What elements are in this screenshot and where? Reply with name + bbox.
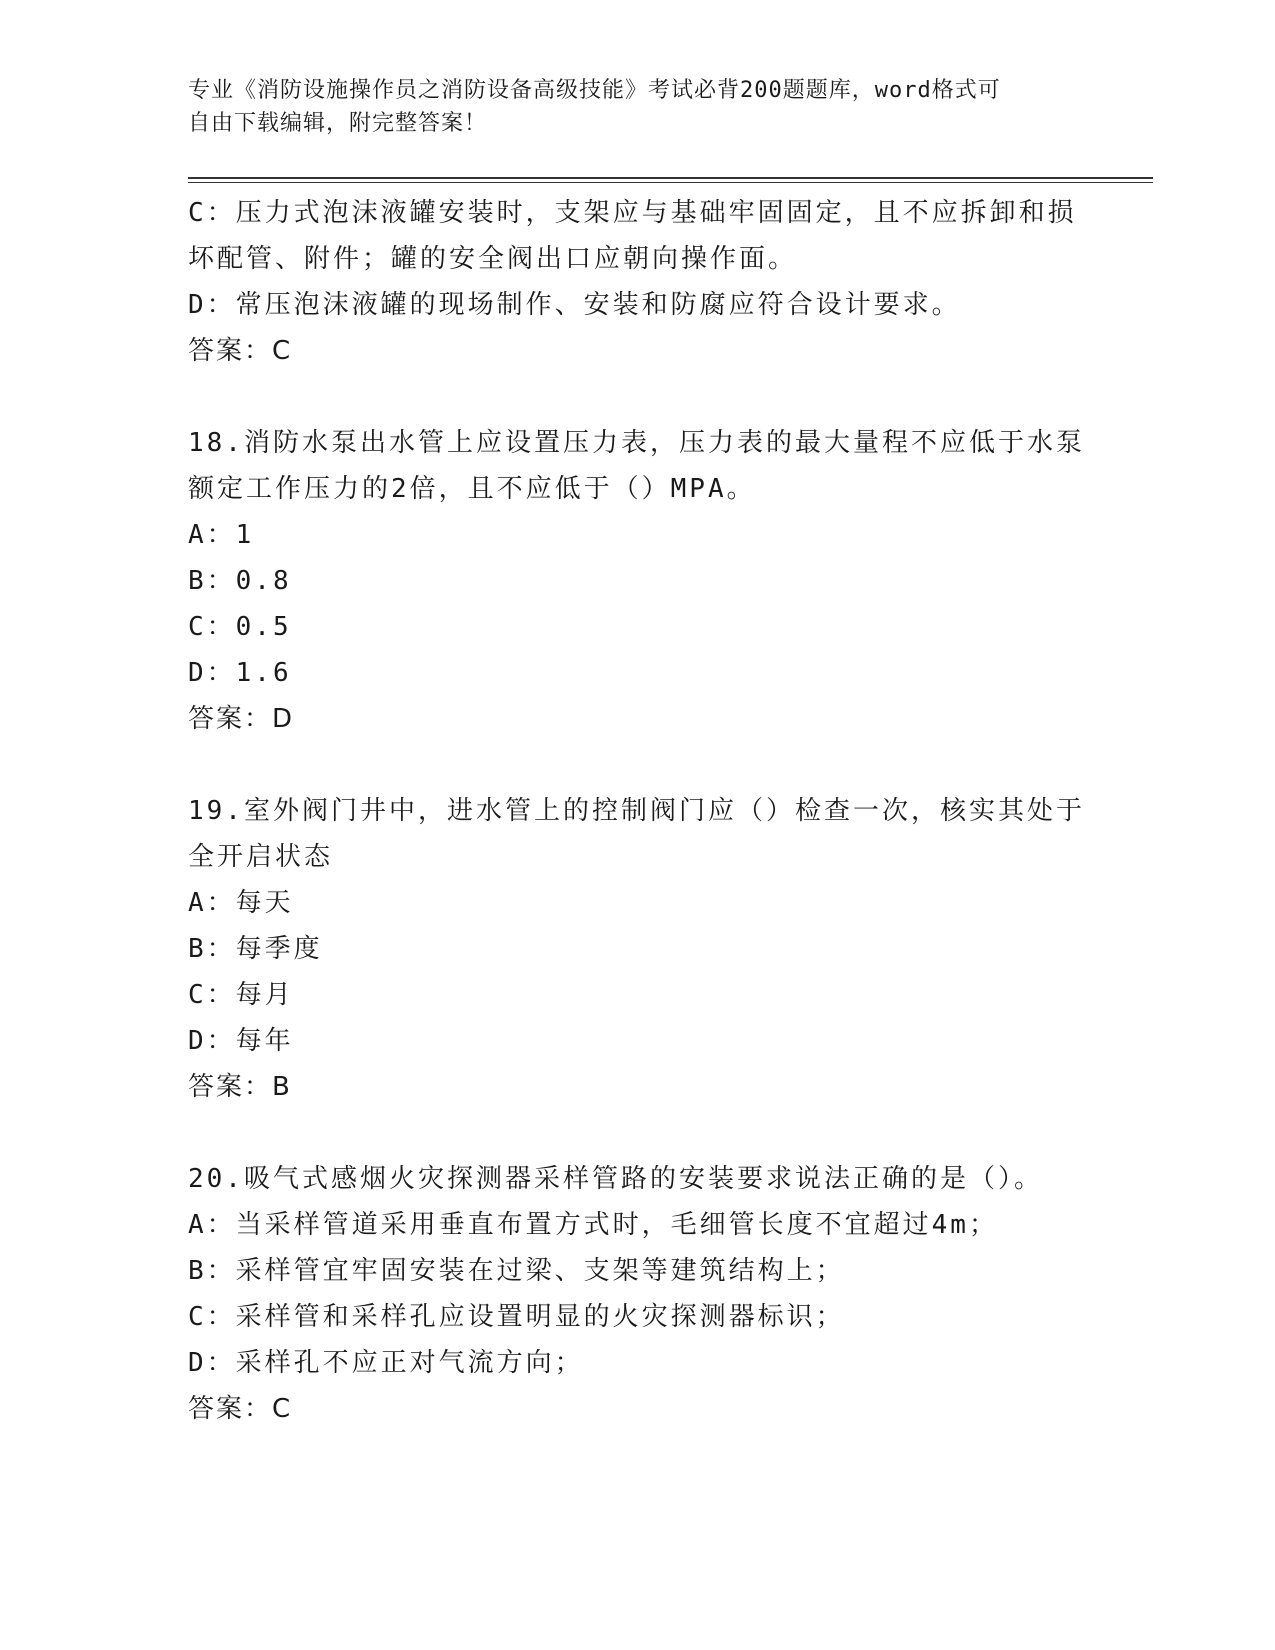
document-header xyxy=(188,74,1153,140)
spacer xyxy=(188,742,1153,788)
question-20 xyxy=(188,1156,1153,1432)
answer-17: 答案：C xyxy=(188,336,293,366)
document-body xyxy=(188,190,1153,1432)
question-19-stem-line-2: 全开启状态 xyxy=(188,842,334,872)
question-18-stem-line-1: 18.消防水泵出水管上应设置压力表，压力表的最大量程不应低于水泵 xyxy=(188,428,1085,458)
question-17-tail xyxy=(188,190,1153,374)
option-d: D：常压泡沫液罐的现场制作、安装和防腐应符合设计要求。 xyxy=(188,290,961,320)
option-c-line-2: 坏配管、附件；罐的安全阀出口应朝向操作面。 xyxy=(188,244,798,274)
question-19-option-d: D：每年 xyxy=(188,1026,294,1056)
question-18 xyxy=(188,420,1153,742)
question-19-option-a: A：每天 xyxy=(188,888,294,918)
question-19-option-b: B：每季度 xyxy=(188,934,323,964)
header-line-2: 自由下载编辑，附完整答案！ xyxy=(188,111,488,136)
spacer xyxy=(188,374,1153,420)
header-rule-thick xyxy=(188,177,1153,179)
option-c-line-1: C：压力式泡沫液罐安装时，支架应与基础牢固固定，且不应拆卸和损 xyxy=(188,198,1077,228)
question-18-option-b: B：0.8 xyxy=(188,566,292,596)
question-20-option-b: B：采样管宜牢固安装在过梁、支架等建筑结构上； xyxy=(188,1256,845,1286)
question-18-option-d: D：1.6 xyxy=(188,658,292,688)
question-18-option-a: A：1 xyxy=(188,520,255,550)
question-19 xyxy=(188,788,1153,1110)
question-18-stem-line-2: 额定工作压力的2倍，且不应低于（）MPA。 xyxy=(188,474,756,504)
question-20-option-a: A：当采样管道采用垂直布置方式时，毛细管长度不宜超过4m； xyxy=(188,1210,998,1240)
question-20-stem: 20.吸气式感烟火灾探测器采样管路的安装要求说法正确的是（）。 xyxy=(188,1164,1043,1194)
question-19-stem-line-1: 19.室外阀门井中，进水管上的控制阀门应（）检查一次，核实其处于 xyxy=(188,796,1085,826)
answer-19: 答案：B xyxy=(188,1072,292,1102)
question-20-option-c: C：采样管和采样孔应设置明显的火灾探测器标识； xyxy=(188,1302,845,1332)
question-20-option-d: D：采样孔不应正对气流方向； xyxy=(188,1348,584,1378)
answer-18: 答案：D xyxy=(188,704,295,734)
header-rule-thin xyxy=(188,182,1153,183)
spacer xyxy=(188,1110,1153,1156)
answer-20: 答案：C xyxy=(188,1394,293,1424)
question-18-option-c: C：0.5 xyxy=(188,612,292,642)
header-line-1: 专业《消防设施操作员之消防设备高级技能》考试必背200题题库，word格式可 xyxy=(188,78,1001,103)
question-19-option-c: C：每月 xyxy=(188,980,294,1010)
